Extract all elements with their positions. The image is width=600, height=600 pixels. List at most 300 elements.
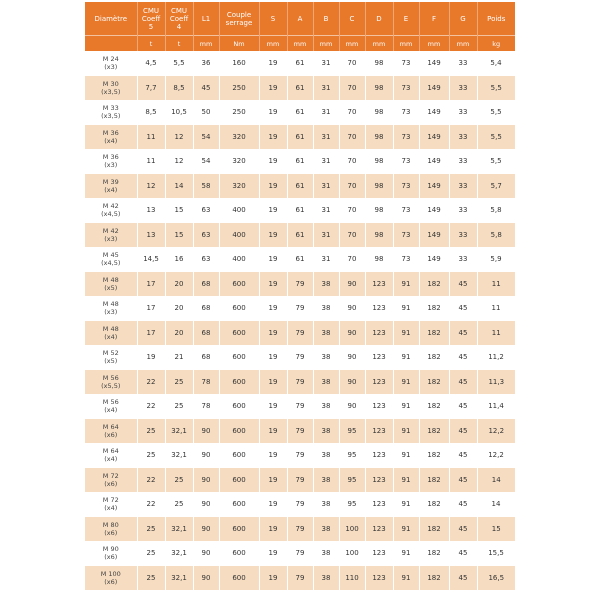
col-header-s: S (259, 2, 287, 36)
cell-b: 31 (313, 247, 339, 272)
cell-c: 70 (339, 76, 365, 101)
cell-couple-serrage: 400 (219, 223, 259, 248)
cell-d: 98 (365, 51, 393, 76)
cell-l1: 90 (193, 443, 219, 468)
cell-cmu-coeff-5: 11 (137, 125, 165, 150)
cell-d: 123 (365, 394, 393, 419)
cell-l1: 68 (193, 345, 219, 370)
unit-c: mm (339, 36, 365, 52)
cell-c: 90 (339, 370, 365, 395)
cell-f: 149 (419, 51, 449, 76)
cell-f: 149 (419, 100, 449, 125)
cell-e: 91 (393, 419, 419, 444)
table-row (85, 394, 515, 419)
diametre-pitch: (x4) (104, 136, 118, 145)
cell-e: 73 (393, 76, 419, 101)
cell-g: 33 (449, 149, 477, 174)
diametre-size: M 42 (102, 226, 119, 235)
cell-a: 61 (287, 76, 313, 101)
cell-g: 45 (449, 443, 477, 468)
diametre-size: M 36 (102, 128, 119, 137)
cell-cmu-coeff-5: 13 (137, 223, 165, 248)
cell-b: 31 (313, 100, 339, 125)
diametre-size: M 24 (102, 55, 119, 64)
cell-e: 91 (393, 468, 419, 493)
cell-diametre (85, 566, 137, 591)
cell-l1: 63 (193, 223, 219, 248)
cell-e: 91 (393, 272, 419, 297)
diametre-pitch: (x4) (104, 332, 118, 341)
table-row (85, 296, 515, 321)
cell-c: 90 (339, 321, 365, 346)
cell-l1: 90 (193, 492, 219, 517)
cell-diametre (85, 247, 137, 272)
table-row (85, 76, 515, 101)
cell-c: 90 (339, 272, 365, 297)
cell-poids: 14 (477, 468, 515, 493)
cell-g: 33 (449, 125, 477, 150)
cell-l1: 90 (193, 517, 219, 542)
cell-g: 45 (449, 566, 477, 591)
col-header-cmu-coeff-5: CMU Coeff 5 (137, 2, 165, 36)
cell-e: 91 (393, 492, 419, 517)
unit-l1: mm (193, 36, 219, 52)
cell-couple-serrage: 600 (219, 443, 259, 468)
cell-diametre (85, 443, 137, 468)
table-row (85, 370, 515, 395)
unit-a: mm (287, 36, 313, 52)
diametre-size: M 48 (102, 324, 119, 333)
table-row (85, 345, 515, 370)
cell-b: 38 (313, 394, 339, 419)
cell-d: 123 (365, 370, 393, 395)
cell-f: 182 (419, 517, 449, 542)
cell-poids: 5,8 (477, 223, 515, 248)
col-header-diametre: Diamètre (85, 2, 137, 36)
cell-f: 149 (419, 247, 449, 272)
diametre-size: M 42 (102, 202, 119, 211)
cell-a: 61 (287, 51, 313, 76)
cell-a: 79 (287, 468, 313, 493)
cell-f: 149 (419, 223, 449, 248)
cell-couple-serrage: 600 (219, 321, 259, 346)
cell-diametre (85, 468, 137, 493)
cell-s: 19 (259, 492, 287, 517)
cell-cmu-coeff-5: 25 (137, 443, 165, 468)
diametre-pitch: (x3) (104, 161, 118, 170)
cell-diametre (85, 492, 137, 517)
cell-f: 182 (419, 492, 449, 517)
cell-e: 73 (393, 149, 419, 174)
cell-s: 19 (259, 321, 287, 346)
cell-cmu-coeff-4: 25 (165, 370, 193, 395)
col-header-l1: L1 (193, 2, 219, 36)
cell-s: 19 (259, 296, 287, 321)
table-body (85, 51, 515, 590)
cell-g: 45 (449, 370, 477, 395)
diametre-pitch: (x6) (104, 577, 118, 586)
cell-g: 33 (449, 174, 477, 199)
cell-diametre (85, 419, 137, 444)
unit-b: mm (313, 36, 339, 52)
cell-poids: 5,5 (477, 149, 515, 174)
cell-cmu-coeff-4: 32,1 (165, 566, 193, 591)
cell-couple-serrage: 600 (219, 541, 259, 566)
diametre-size: M 90 (102, 545, 119, 554)
cell-diametre (85, 272, 137, 297)
cell-cmu-coeff-4: 25 (165, 394, 193, 419)
cell-c: 70 (339, 198, 365, 223)
diametre-size: M 39 (102, 177, 119, 186)
cell-poids: 11 (477, 321, 515, 346)
cell-b: 31 (313, 223, 339, 248)
cell-g: 45 (449, 296, 477, 321)
diametre-pitch: (x6) (104, 479, 118, 488)
table-row (85, 174, 515, 199)
cell-couple-serrage: 400 (219, 247, 259, 272)
cell-l1: 54 (193, 125, 219, 150)
cell-poids: 15,5 (477, 541, 515, 566)
col-header-b: B (313, 2, 339, 36)
table-row (85, 51, 515, 76)
cell-b: 38 (313, 321, 339, 346)
cell-c: 90 (339, 394, 365, 419)
cell-diametre (85, 76, 137, 101)
cell-cmu-coeff-5: 25 (137, 419, 165, 444)
cell-a: 79 (287, 296, 313, 321)
cell-f: 149 (419, 149, 449, 174)
cell-e: 73 (393, 51, 419, 76)
cell-g: 45 (449, 517, 477, 542)
cell-c: 110 (339, 566, 365, 591)
cell-a: 79 (287, 394, 313, 419)
table-row (85, 198, 515, 223)
cell-a: 61 (287, 198, 313, 223)
cell-d: 98 (365, 100, 393, 125)
diametre-size: M 72 (102, 496, 119, 505)
unit-poids: kg (477, 36, 515, 52)
table-row (85, 517, 515, 542)
cell-poids: 16,5 (477, 566, 515, 591)
col-header-d: D (365, 2, 393, 36)
cell-d: 98 (365, 174, 393, 199)
diametre-size: M 30 (102, 79, 119, 88)
cell-couple-serrage: 600 (219, 296, 259, 321)
cell-b: 38 (313, 272, 339, 297)
cell-d: 98 (365, 198, 393, 223)
cell-e: 73 (393, 223, 419, 248)
table-row (85, 419, 515, 444)
cell-poids: 11 (477, 296, 515, 321)
cell-couple-serrage: 250 (219, 76, 259, 101)
cell-d: 123 (365, 492, 393, 517)
cell-e: 91 (393, 541, 419, 566)
unit-cmu-coeff-4: t (165, 36, 193, 52)
cell-l1: 54 (193, 149, 219, 174)
diametre-pitch: (x4,5) (101, 210, 121, 219)
cell-f: 182 (419, 272, 449, 297)
cell-s: 19 (259, 272, 287, 297)
table-row (85, 566, 515, 591)
diametre-pitch: (x6) (104, 430, 118, 439)
cell-e: 73 (393, 125, 419, 150)
cell-d: 123 (365, 517, 393, 542)
cell-l1: 68 (193, 321, 219, 346)
diametre-pitch: (x3,5) (101, 87, 121, 96)
cell-l1: 90 (193, 468, 219, 493)
cell-b: 31 (313, 149, 339, 174)
unit-d: mm (365, 36, 393, 52)
cell-g: 45 (449, 321, 477, 346)
col-header-c: C (339, 2, 365, 36)
cell-diametre (85, 394, 137, 419)
diametre-pitch: (x3) (104, 63, 118, 72)
cell-l1: 68 (193, 296, 219, 321)
diametre-pitch: (x3) (104, 234, 118, 243)
cell-b: 38 (313, 419, 339, 444)
table-row (85, 223, 515, 248)
cell-d: 98 (365, 223, 393, 248)
cell-b: 31 (313, 51, 339, 76)
cell-cmu-coeff-5: 17 (137, 321, 165, 346)
unit-cmu-coeff-5: t (137, 36, 165, 52)
cell-f: 149 (419, 125, 449, 150)
cell-cmu-coeff-4: 10,5 (165, 100, 193, 125)
cell-e: 91 (393, 296, 419, 321)
cell-diametre (85, 223, 137, 248)
cell-couple-serrage: 600 (219, 345, 259, 370)
cell-f: 182 (419, 370, 449, 395)
cell-g: 45 (449, 468, 477, 493)
cell-e: 73 (393, 247, 419, 272)
cell-couple-serrage: 400 (219, 198, 259, 223)
cell-f: 182 (419, 321, 449, 346)
cell-cmu-coeff-5: 7,7 (137, 76, 165, 101)
diametre-pitch: (x4) (104, 455, 118, 464)
unit-g: mm (449, 36, 477, 52)
cell-c: 95 (339, 468, 365, 493)
cell-cmu-coeff-4: 8,5 (165, 76, 193, 101)
cell-a: 61 (287, 100, 313, 125)
cell-d: 123 (365, 468, 393, 493)
cell-d: 98 (365, 76, 393, 101)
cell-f: 182 (419, 419, 449, 444)
cell-couple-serrage: 600 (219, 468, 259, 493)
cell-l1: 68 (193, 272, 219, 297)
cell-e: 91 (393, 370, 419, 395)
col-header-g: G (449, 2, 477, 36)
col-header-poids: Poids (477, 2, 515, 36)
cell-diametre (85, 345, 137, 370)
cell-cmu-coeff-4: 12 (165, 149, 193, 174)
cell-g: 33 (449, 247, 477, 272)
cell-d: 123 (365, 345, 393, 370)
diametre-pitch: (x5) (104, 357, 118, 366)
cell-couple-serrage: 250 (219, 100, 259, 125)
spec-table (85, 2, 516, 590)
diametre-pitch: (x3,5) (101, 112, 121, 121)
cell-f: 149 (419, 174, 449, 199)
cell-a: 61 (287, 247, 313, 272)
col-header-couple-serrage: Couple serrage (219, 2, 259, 36)
cell-a: 61 (287, 223, 313, 248)
cell-f: 182 (419, 443, 449, 468)
cell-a: 79 (287, 517, 313, 542)
cell-s: 19 (259, 125, 287, 150)
table-row (85, 321, 515, 346)
cell-poids: 11,3 (477, 370, 515, 395)
cell-cmu-coeff-5: 14,5 (137, 247, 165, 272)
cell-a: 79 (287, 345, 313, 370)
col-header-e: E (393, 2, 419, 36)
cell-s: 19 (259, 51, 287, 76)
cell-d: 123 (365, 321, 393, 346)
col-header-a: A (287, 2, 313, 36)
cell-l1: 58 (193, 174, 219, 199)
cell-s: 19 (259, 517, 287, 542)
diametre-size: M 45 (102, 251, 119, 260)
diametre-pitch: (x4) (104, 504, 118, 513)
cell-cmu-coeff-4: 25 (165, 492, 193, 517)
cell-b: 38 (313, 370, 339, 395)
cell-poids: 5,5 (477, 76, 515, 101)
cell-a: 61 (287, 149, 313, 174)
diametre-size: M 72 (102, 471, 119, 480)
cell-e: 91 (393, 443, 419, 468)
cell-f: 149 (419, 76, 449, 101)
cell-e: 91 (393, 345, 419, 370)
cell-s: 19 (259, 198, 287, 223)
cell-cmu-coeff-5: 25 (137, 517, 165, 542)
cell-cmu-coeff-4: 5,5 (165, 51, 193, 76)
cell-couple-serrage: 320 (219, 125, 259, 150)
cell-cmu-coeff-5: 11 (137, 149, 165, 174)
cell-poids: 14 (477, 492, 515, 517)
cell-a: 79 (287, 419, 313, 444)
spec-table-container (85, 2, 515, 590)
cell-poids: 5,5 (477, 100, 515, 125)
cell-f: 182 (419, 468, 449, 493)
cell-c: 100 (339, 541, 365, 566)
cell-poids: 15 (477, 517, 515, 542)
col-header-f: F (419, 2, 449, 36)
cell-a: 79 (287, 566, 313, 591)
cell-g: 45 (449, 492, 477, 517)
cell-a: 79 (287, 541, 313, 566)
unit-e: mm (393, 36, 419, 52)
cell-cmu-coeff-4: 32,1 (165, 517, 193, 542)
cell-poids: 5,5 (477, 125, 515, 150)
cell-cmu-coeff-5: 22 (137, 370, 165, 395)
cell-diametre (85, 296, 137, 321)
cell-couple-serrage: 600 (219, 517, 259, 542)
cell-b: 38 (313, 541, 339, 566)
cell-s: 19 (259, 394, 287, 419)
table-row (85, 125, 515, 150)
table-row (85, 149, 515, 174)
table-row (85, 541, 515, 566)
cell-diametre (85, 174, 137, 199)
cell-cmu-coeff-5: 17 (137, 296, 165, 321)
cell-b: 31 (313, 76, 339, 101)
cell-diametre (85, 370, 137, 395)
header-label-row (85, 2, 515, 36)
cell-s: 19 (259, 370, 287, 395)
cell-l1: 45 (193, 76, 219, 101)
diametre-size: M 100 (100, 569, 121, 578)
cell-g: 45 (449, 394, 477, 419)
cell-diametre (85, 125, 137, 150)
cell-c: 70 (339, 149, 365, 174)
cell-f: 182 (419, 566, 449, 591)
cell-d: 123 (365, 296, 393, 321)
cell-c: 70 (339, 247, 365, 272)
table-row (85, 468, 515, 493)
cell-s: 19 (259, 345, 287, 370)
cell-cmu-coeff-5: 8,5 (137, 100, 165, 125)
table-row (85, 247, 515, 272)
cell-cmu-coeff-4: 25 (165, 468, 193, 493)
table-row (85, 443, 515, 468)
cell-l1: 78 (193, 394, 219, 419)
cell-c: 70 (339, 51, 365, 76)
cell-cmu-coeff-4: 20 (165, 321, 193, 346)
diametre-size: M 64 (102, 422, 119, 431)
cell-cmu-coeff-5: 22 (137, 468, 165, 493)
cell-c: 90 (339, 296, 365, 321)
cell-d: 123 (365, 541, 393, 566)
cell-couple-serrage: 320 (219, 174, 259, 199)
cell-diametre (85, 321, 137, 346)
cell-poids: 11 (477, 272, 515, 297)
cell-l1: 63 (193, 247, 219, 272)
cell-e: 91 (393, 517, 419, 542)
cell-a: 79 (287, 370, 313, 395)
cell-b: 38 (313, 296, 339, 321)
cell-cmu-coeff-4: 16 (165, 247, 193, 272)
cell-diametre (85, 517, 137, 542)
table-header (85, 2, 515, 51)
cell-g: 45 (449, 541, 477, 566)
cell-cmu-coeff-4: 32,1 (165, 443, 193, 468)
cell-d: 123 (365, 566, 393, 591)
cell-g: 33 (449, 51, 477, 76)
cell-s: 19 (259, 419, 287, 444)
cell-l1: 50 (193, 100, 219, 125)
diametre-pitch: (x4,5) (101, 259, 121, 268)
cell-g: 33 (449, 198, 477, 223)
cell-s: 19 (259, 566, 287, 591)
cell-couple-serrage: 160 (219, 51, 259, 76)
cell-b: 38 (313, 517, 339, 542)
cell-d: 123 (365, 419, 393, 444)
diametre-pitch: (x5,5) (101, 381, 121, 390)
cell-e: 73 (393, 100, 419, 125)
diametre-size: M 36 (102, 153, 119, 162)
diametre-pitch: (x6) (104, 553, 118, 562)
cell-e: 91 (393, 394, 419, 419)
cell-poids: 12,2 (477, 443, 515, 468)
diametre-size: M 64 (102, 447, 119, 456)
unit-f: mm (419, 36, 449, 52)
cell-couple-serrage: 600 (219, 394, 259, 419)
cell-couple-serrage: 600 (219, 419, 259, 444)
cell-b: 31 (313, 125, 339, 150)
cell-couple-serrage: 600 (219, 566, 259, 591)
cell-b: 38 (313, 443, 339, 468)
cell-c: 70 (339, 174, 365, 199)
cell-diametre (85, 51, 137, 76)
